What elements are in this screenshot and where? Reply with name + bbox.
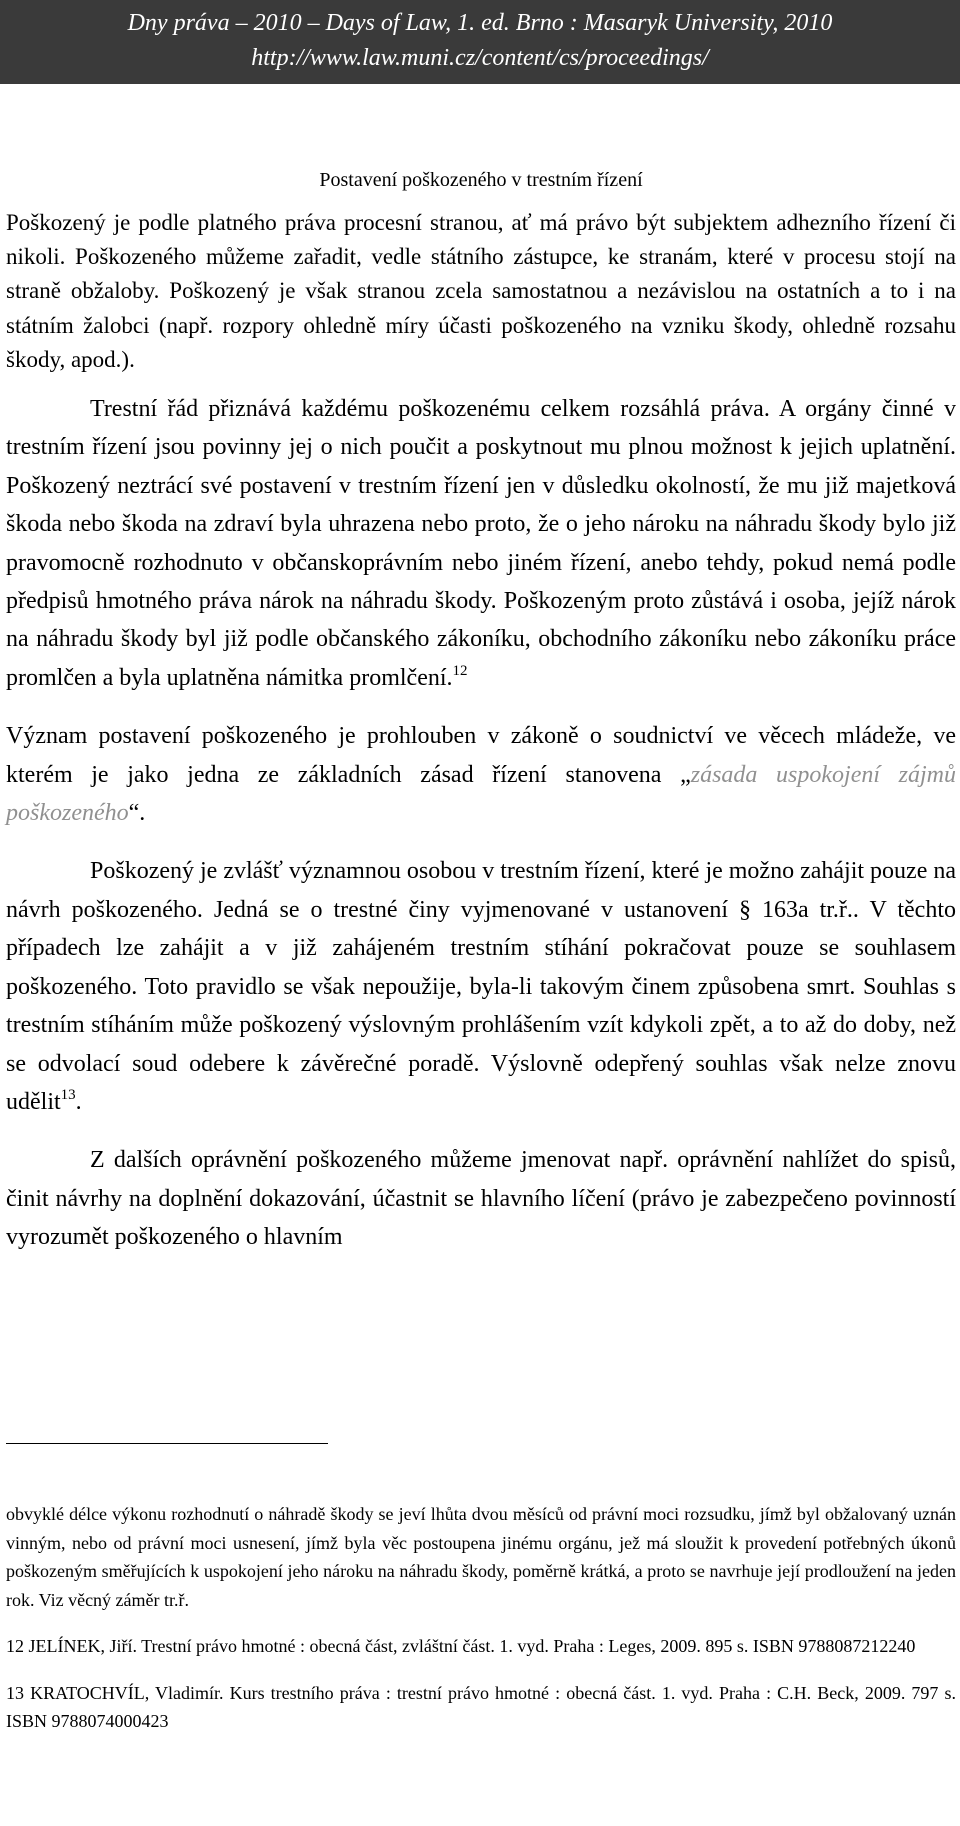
header-citation: Dny práva – 2010 – Days of Law, 1. ed. Brno : Masaryk University, 2010 xyxy=(127,10,833,36)
footnote-continued: obvyklé délce výkonu rozhodnutí o náhradě škody se jeví lhůta dvou měsíců od právní moci rozsudku, jímž byl obžalovaný uznán vinným, nebo od právní moci usnesení, jímž byla věc postoupena jinému orgánu, jež má sloužit k provedení potřebných úkonů poškozeným směřujících k uspokojení jeho nároku na náhradu škody, poměrně krátká, a proto se navrhuje její prodloužení na jeden rok. Viz věcný záměr tr.ř. xyxy=(6,1504,956,1610)
footnote-12: 12 JELÍNEK, Jiří. Trestní právo hmotné : obecná část, zvláštní část. 1. vyd. Praha : Leges, 2009. 895 s. ISBN 9788087212240 xyxy=(6,1636,916,1656)
paragraph-3-end: “. xyxy=(128,800,146,827)
paragraph-2 xyxy=(6,390,956,697)
paragraph-3 xyxy=(6,717,956,832)
section-title: Postavení poškozeného v trestním řízení xyxy=(319,169,643,191)
footnotes xyxy=(6,1500,956,1736)
paragraph-4 xyxy=(6,852,956,1121)
paragraph-1: Poškozený je podle platného práva procesní stranou, ať má právo být subjektem adhezního řízení či nikoli. Poškozeného můžeme zařadit, vedle státního zástupce, ke stranám, které v procesu stojí na straně obžaloby. Poškozený je však stranou zcela samostatnou a nezávislou na ostatních a to i na státním žalobci (např. rozpory ohledně míry účasti poškozeného na vzniku škody, ohledně rozsahu škody, apod.). xyxy=(6,210,956,372)
footnote-ref-12: 12 xyxy=(452,662,468,679)
running-header xyxy=(0,0,960,84)
footnote-ref-13: 13 xyxy=(60,1086,76,1103)
paragraph-4-text: Poškozený je zvlášť významnou osobou v trestním řízení, které je možno zahájit pouze na návrh poškozeného. Jedná se o trestné činy vyjmenované v ustanovení § 163a tr.ř.. V těchto případech lze zahájit a v již zahájeném trestním stíhání pokračovat pouze se souhlasem poškozeného. Toto pravidlo se však nepoužije, byla-li takovým činem způsobena smrt. Souhlas s trestním stíháním může poškozený výslovným prohlášením vzít kdykoli zpět, a to až do doby, než se odvolací soud odebere k závěrečné poradě. Výslovně odepřený souhlas však nelze znovu udělit xyxy=(6,858,957,1115)
paragraph-5: Z dalších oprávnění poškozeného můžeme jmenovat např. oprávnění nahlížet do spisů, činit návrhy na doplnění dokazování, účastnit se hlavního líčení (právo je zabezpečeno povinností vyrozumět poškozeného o hlavním xyxy=(6,1147,956,1251)
footnote-13: 13 KRATOCHVÍL, Vladimír. Kurs trestního práva : trestní právo hmotné : obecná část. 1. vyd. Praha : C.H. Beck, 2009. 797 s. ISBN 9788074000423 xyxy=(6,1682,956,1731)
paragraph-2-text: Trestní řád přiznává každému poškozenému celkem rozsáhlá práva. A orgány činné v trestním řízení jsou povinny jej o nich poučit a poskytnout mu plnou možnost k jejich uplatnění. Poškozený neztrácí své postavení v trestním řízení jen v důsledku okolností, že mu již majetková škoda nebo škoda na zdraví byla uhrazena nebo proto, že o jeho nároku na náhradu škody bylo již pravomocně rozhodnuto v občanskoprávním nebo jiném řízení, anebo tehdy, pokud nemá podle předpisů hmotného práva nárok na náhradu škody. Poškozeným proto zůstává i osoba, jejíž nárok na náhradu škody byl již podle občanského zákoníku, obchodního zákoníku nebo zákoníku práce promlčen a byla uplatněna námitka promlčení. xyxy=(6,396,956,691)
principle-quote: zásada uspokojení zájmů poškozeného xyxy=(6,761,956,827)
body-text xyxy=(6,166,956,1257)
paragraph-4-end: . xyxy=(75,1088,82,1115)
paragraph-3-text: Význam postavení poškozeného je prohlouben v zákoně o soudnictví ve věcech mládeže, ve kterém je jako jedna ze základních zásad řízení stanovena „ xyxy=(6,723,956,788)
header-url: http://www.law.muni.cz/content/cs/proceedings/ xyxy=(251,45,709,71)
footnote-separator xyxy=(6,1443,328,1444)
